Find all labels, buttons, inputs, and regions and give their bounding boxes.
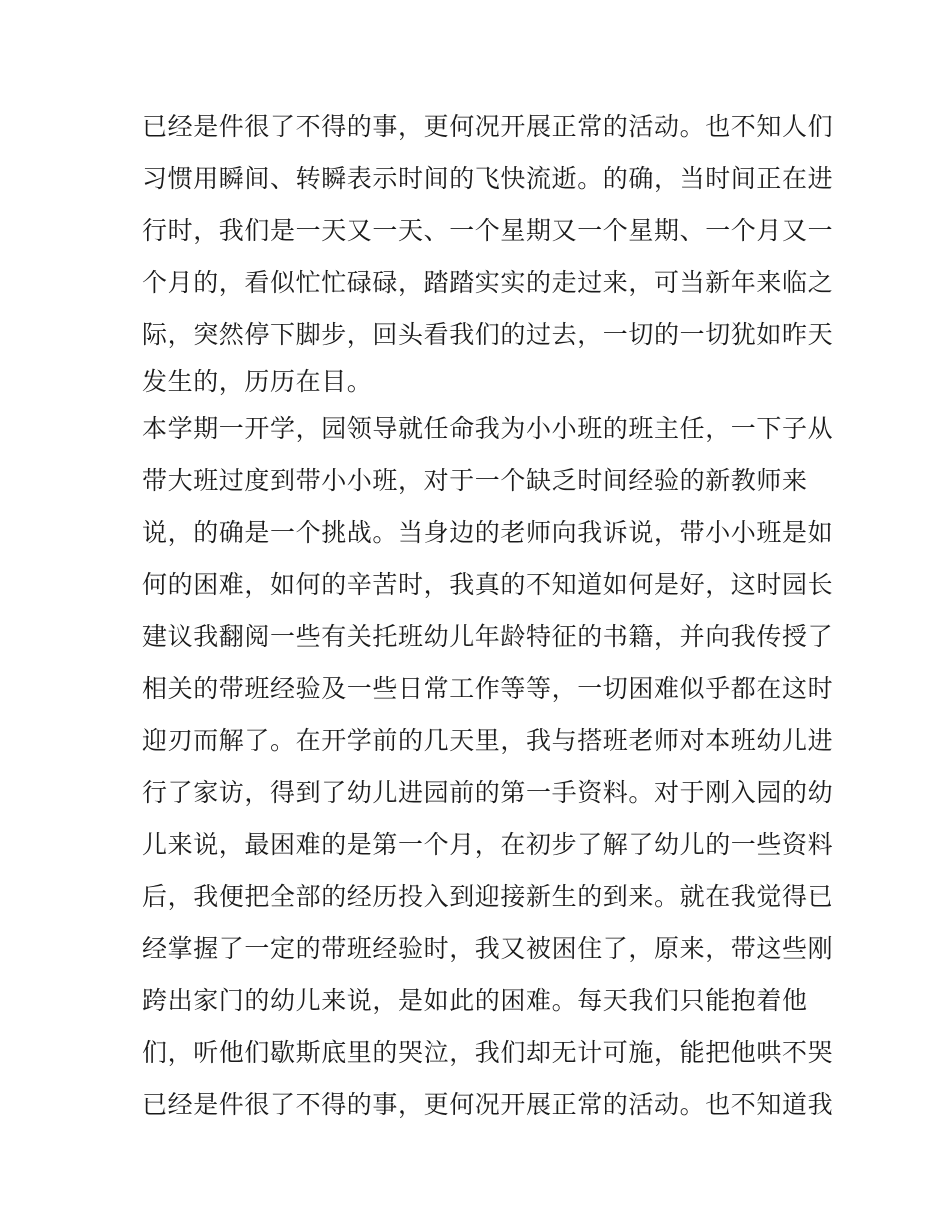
text-line-1: 已经是件很了不得的事，更何况开展正常的活动。也不知人们 (142, 112, 834, 141)
text-line-15: 儿来说，最困难的是第一个月，在初步了解了幼儿的一些资料 (142, 830, 834, 859)
text-line-10: 何的困难，如何的辛苦时，我真的不知道如何是好，这时园长 (142, 570, 834, 599)
text-line-5: 际，突然停下脚步，回头看我们的过去，一切的一切犹如昨天 (142, 320, 834, 349)
text-line-11: 建议我翻阅一些有关托班幼儿年龄特征的书籍，并向我传授了 (142, 622, 834, 651)
text-line-4: 个月的，看似忙忙碌碌，踏踏实实的走过来，可当新年来临之 (142, 268, 834, 297)
text-line-3: 行时，我们是一天又一天、一个星期又一个星期、一个月又一 (142, 216, 834, 245)
text-line-7: 本学期一开学，园领导就任命我为小小班的班主任，一下子从 (142, 414, 834, 443)
text-line-14: 行了家访，得到了幼儿进园前的第一手资料。对于刚入园的幼 (142, 778, 834, 807)
text-line-12: 相关的带班经验及一些日常工作等等，一切困难似乎都在这时 (142, 674, 834, 703)
text-line-18: 跨出家门的幼儿来说，是如此的困难。每天我们只能抱着他 (142, 986, 808, 1015)
text-line-6: 发生的，历历在目。 (142, 367, 373, 396)
text-line-17: 经掌握了一定的带班经验时，我又被困住了，原来，带这些刚 (142, 934, 834, 963)
text-line-16: 后，我便把全部的经历投入到迎接新生的到来。就在我觉得已 (142, 882, 834, 911)
text-line-8: 带大班过度到带小小班，对于一个缺乏时间经验的新教师来 (142, 466, 808, 495)
text-line-19: 们，听他们歇斯底里的哭泣，我们却无计可施，能把他哄不哭 (142, 1038, 834, 1067)
text-line-13: 迎刃而解了。在开学前的几天里，我与搭班老师对本班幼儿进 (142, 726, 834, 755)
text-line-20: 已经是件很了不得的事，更何况开展正常的活动。也不知道我 (142, 1090, 834, 1119)
text-line-9: 说，的确是一个挑战。当身边的老师向我诉说，带小小班是如 (142, 518, 834, 547)
text-line-2: 习惯用瞬间、转瞬表示时间的飞快流逝。的确，当时间正在进 (142, 164, 834, 193)
